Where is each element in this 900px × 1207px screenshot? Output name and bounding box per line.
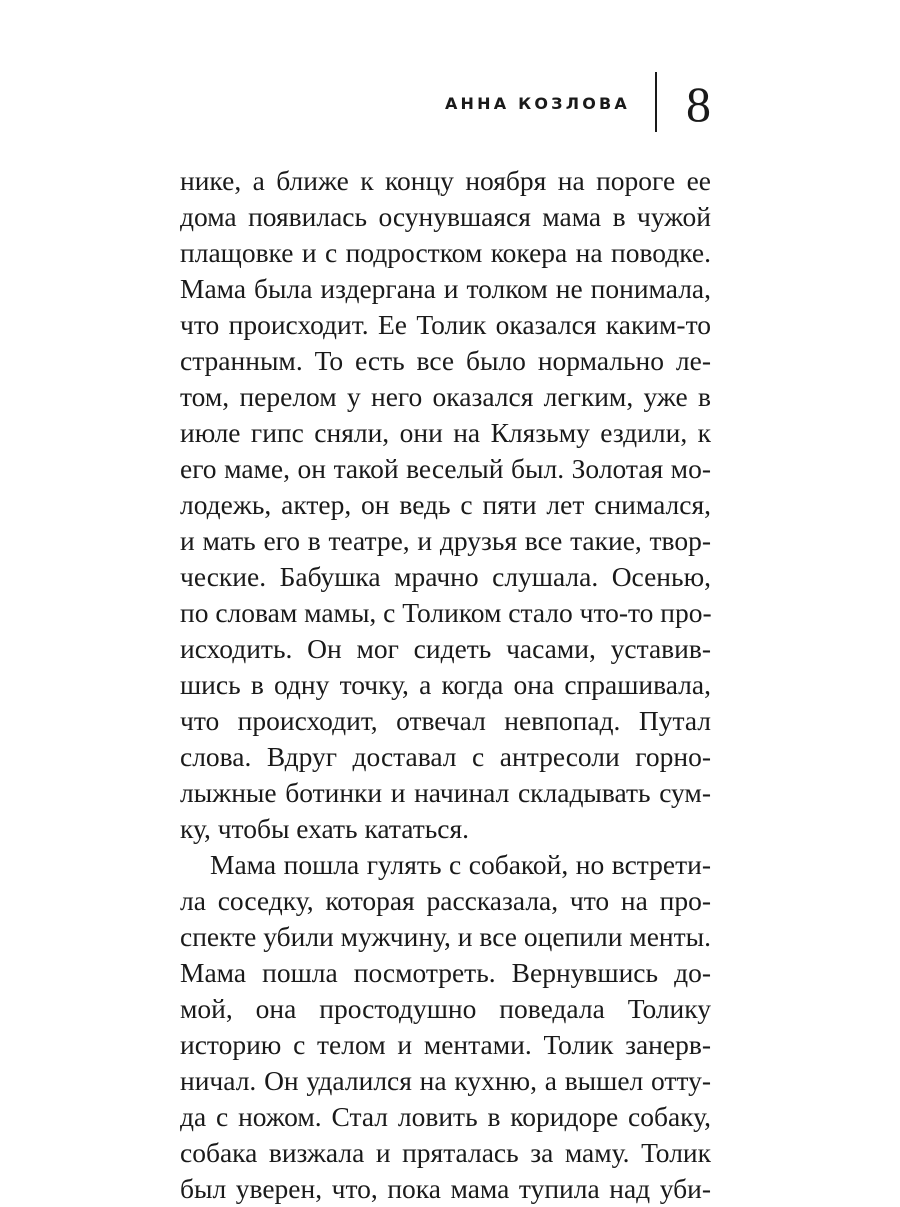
text-line: лодежь, актер, он ведь с пяти лет снимался, xyxy=(180,489,711,520)
text-line: дома появилась осунувшаяся мама в чужой xyxy=(180,201,711,232)
text-line: Мама пошла гулять с собакой, но встрети- xyxy=(210,849,711,880)
text-line: Мама была издергана и толком не понимала, xyxy=(180,273,711,304)
text-line: его маме, он такой веселый был. Золотая мо- xyxy=(180,453,711,484)
text-line: собака визжала и пряталась за маму. Толик xyxy=(180,1137,711,1168)
author-name: АННА КОЗЛОВА xyxy=(444,94,630,113)
text-line: нике, а ближе к концу ноября на пороге ее xyxy=(180,165,711,196)
text-line: ничал. Он удалился на кухню, а вышел отту- xyxy=(180,1065,711,1096)
text-line: лыжные ботинки и начинал складывать сум- xyxy=(180,777,711,808)
text-line: ку, чтобы ехать кататься. xyxy=(180,813,470,844)
text-line: исходить. Он мог сидеть часами, уставив- xyxy=(180,633,711,664)
text-line: ческие. Бабушка мрачно слушала. Осенью, xyxy=(180,561,711,592)
paragraph xyxy=(180,163,711,847)
body-text xyxy=(180,163,711,1207)
header-divider xyxy=(655,72,657,132)
paragraph xyxy=(180,847,711,1207)
text-line: да с ножом. Стал ловить в коридоре собаку, xyxy=(180,1101,711,1132)
text-line: был уверен, что, пока мама тупила над уби- xyxy=(180,1173,711,1204)
text-line: слова. Вдруг доставал с антресоли горно- xyxy=(180,741,711,772)
text-line: мой, она простодушно поведала Толику xyxy=(180,993,711,1024)
text-line: историю с телом и ментами. Толик занерв- xyxy=(180,1029,711,1060)
text-line: спекте убили мужчину, и все оцепили менты. xyxy=(180,921,711,952)
running-header xyxy=(180,72,711,136)
text-line: ла соседку, которая рассказала, что на про- xyxy=(180,885,711,916)
text-line: шись в одну точку, а когда она спрашивала, xyxy=(180,669,711,700)
text-line: плащовке и с подростком кокера на поводке. xyxy=(180,237,711,268)
text-line: и мать его в театре, и друзья все такие, твор- xyxy=(180,525,711,556)
text-line: что происходит, отвечал невпопад. Путал xyxy=(180,705,711,736)
page-number: 8 xyxy=(686,76,711,132)
text-line: том, перелом у него оказался легким, уже в xyxy=(180,381,711,412)
text-line: по словам мамы, с Толиком стало что-то про- xyxy=(180,597,712,628)
text-line: странным. То есть все было нормально ле- xyxy=(180,345,711,376)
text-line: что происходит. Ее Толик оказался каким-то xyxy=(180,309,711,340)
text-line: Мама пошла посмотреть. Вернувшись до- xyxy=(180,957,711,988)
text-line: июле гипс сняли, они на Клязьму ездили, к xyxy=(180,417,711,448)
